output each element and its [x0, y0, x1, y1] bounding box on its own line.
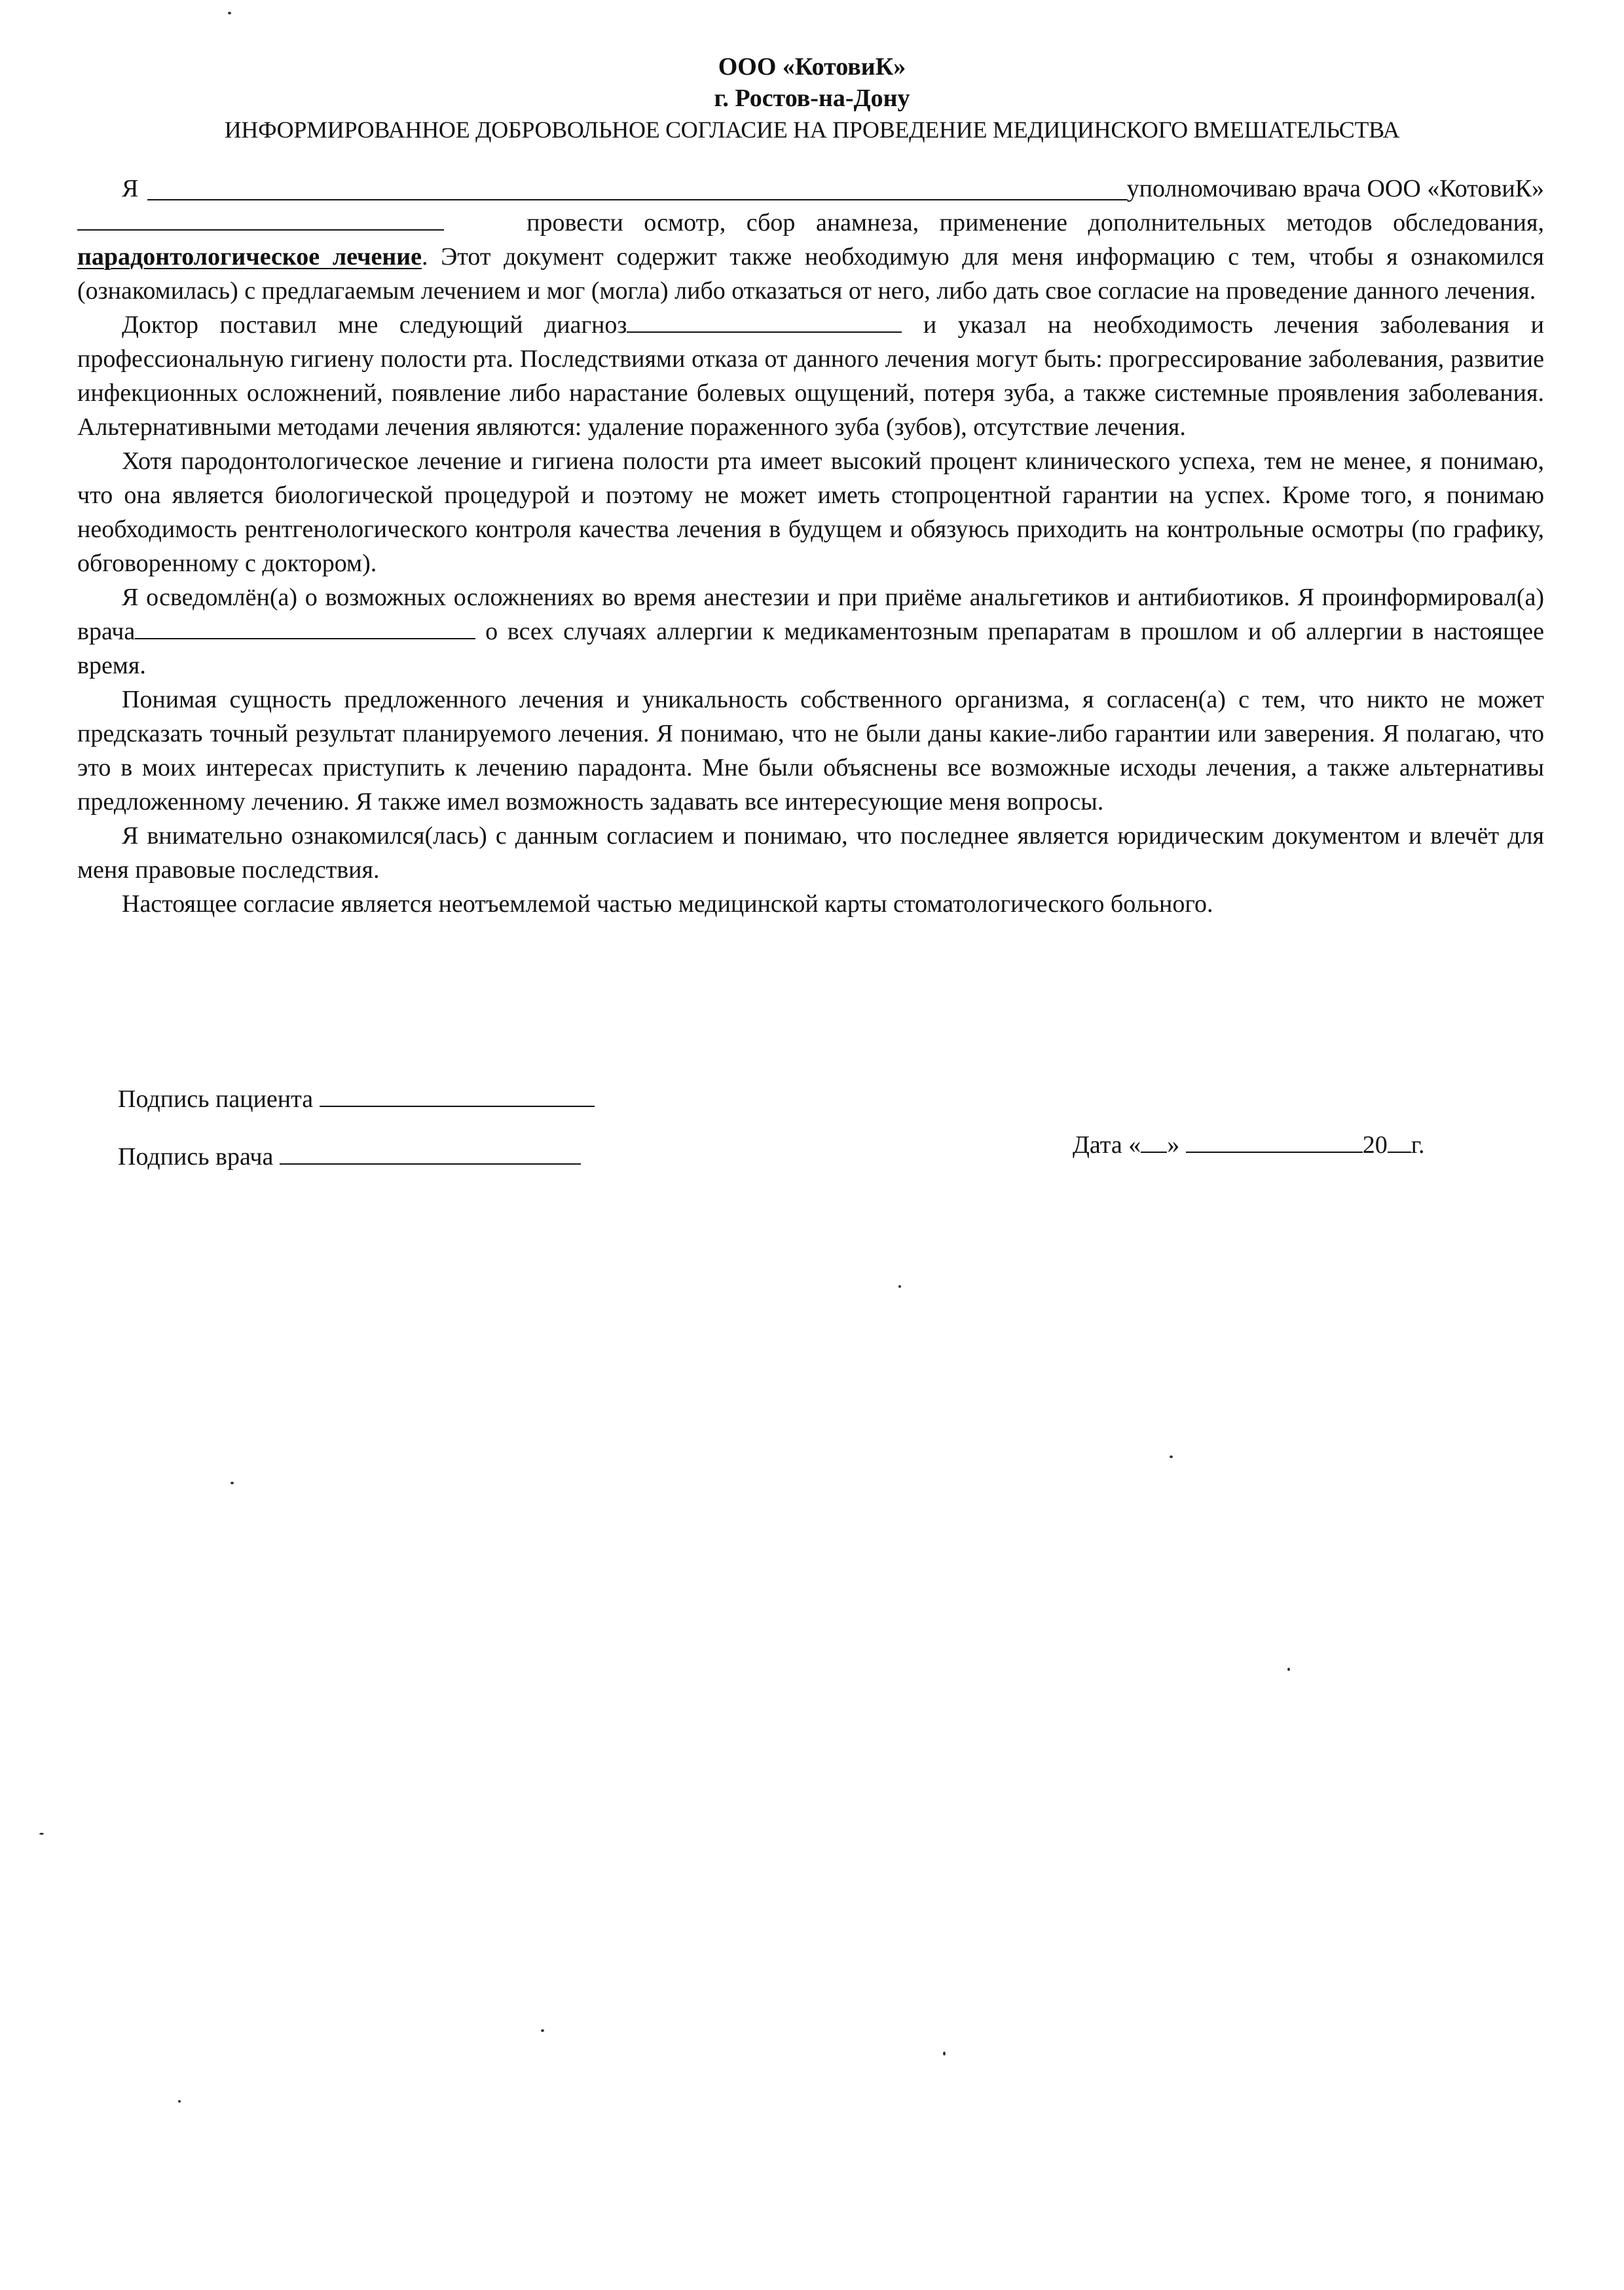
- scan-speck: [943, 2052, 946, 2055]
- authorization-text-a: провести осмотр, сбор анамнеза, применение дополнительных методов обследования,: [526, 209, 1544, 236]
- scan-speck: [1170, 1455, 1173, 1458]
- pronoun-text: Я: [122, 175, 139, 202]
- scan-speck: [898, 1285, 901, 1288]
- scan-speck: [541, 2029, 544, 2032]
- scan-speck: [39, 1833, 44, 1835]
- paragraph-medical-card: Настоящее согласие является неотъемлемой частью медицинской карты стоматологического больного.: [122, 890, 1213, 918]
- date-year-prefix: 20: [1362, 1131, 1388, 1159]
- date-label: Дата «: [1073, 1131, 1141, 1159]
- diagnosis-text-a: Доктор поставил мне следующий диагноз: [122, 311, 627, 339]
- authorize-text: уполномочиваю врача ООО «КотовиК»: [1126, 175, 1544, 202]
- scan-speck: [228, 12, 231, 14]
- diagnosis-blank[interactable]: [627, 310, 902, 333]
- paragraph-allergy: [77, 580, 1544, 683]
- paragraph-legal: Я внимательно ознакомился(лась) с данным согласием и понимаю, что последнее является юридическим документом и влечёт для меня правовые последствия.: [77, 822, 1544, 884]
- patient-signature-blank[interactable]: [320, 1085, 595, 1107]
- date-field: [1073, 1128, 1425, 1162]
- signature-block: [118, 1082, 595, 1197]
- diagnosis-text-b: и указал на необходимость лечения заболевания и профессиональную гигиену полости рта. Последствиями отказа от данного лечения могут быть: прогрессирование заболевания, развитие инфекционных осложнений, появление либо нарастание болевых ощущений, потеря зуба, а также системные проявления заболевания. Альтернативными методами лечения являются: удаление пораженного зуба (зубов), отсутствие лечения.: [77, 311, 1545, 441]
- allergy-text-a: Я осведомлён(а) о возможных осложнениях во время анестезии и при приёме анальгетиков и антибиотиков. Я проинформировал(а) врача: [77, 584, 1544, 645]
- date-close-quote: »: [1167, 1131, 1180, 1159]
- paragraph-authorization: [77, 206, 1544, 308]
- paragraph-diagnosis: [77, 308, 1544, 444]
- treatment-type: парадонтологическое лечение: [77, 243, 422, 271]
- patient-name-line: [77, 172, 1544, 206]
- date-month-blank[interactable]: [1186, 1131, 1363, 1153]
- date-day-blank[interactable]: [1141, 1131, 1167, 1153]
- doctor-name-blank[interactable]: [77, 208, 444, 231]
- city-name: г. Ростов-на-Дону: [714, 84, 910, 112]
- paragraph-success-rate: Хотя пародонтологическое лечение и гигиена полости рта имеет высокий процент клинического успеха, тем не менее, я понимаю, что она является биологической процедурой и поэтому не может иметь стопроцентной гарантии на успех. Кроме того, я понимаю необходимость рентгенологического контроля качества лечения в будущем и обязуюсь приходить на контрольные осмотры (по графику, обговоренному с доктором).: [77, 447, 1544, 577]
- allergy-doctor-blank[interactable]: [135, 617, 475, 639]
- scan-speck: [178, 2100, 181, 2103]
- paragraph-understanding: Понимая сущность предложенного лечения и уникальность собственного организма, я согласен(а) с тем, что никто не может предсказать точный результат планируемого лечения. Я понимаю, что не были даны какие-либо гарантии или заверения. Я полагаю, что это в моих интересах приступить к лечению парадонта. Мне были объяснены все возможные исходы лечения, а также альтернативы предложенному лечению. Я также имел возможность задавать все интересующие меня вопросы.: [77, 686, 1544, 816]
- scan-speck: [231, 1482, 234, 1484]
- scan-speck: [1287, 1668, 1290, 1671]
- doctor-signature-label: Подпись врача: [118, 1143, 274, 1171]
- doctor-signature-blank[interactable]: [280, 1142, 581, 1165]
- authorization-text-b: . Этот документ содержит также необходимую для меня информацию с тем, чтобы я ознакомился (ознакомилась) с предлагаемым лечением и мог (могла) либо отказаться от него, либо дать свое согласие на проведение данного лечения.: [77, 243, 1545, 305]
- allergy-text-b: о всех случаях аллергии к медикаментозным препаратам в прошлом и об аллергии в настоящее время.: [77, 618, 1545, 679]
- document-title: ИНФОРМИРОВАННОЕ ДОБРОВОЛЬНОЕ СОГЛАСИЕ НА ПРОВЕДЕНИЕ МЕДИЦИНСКОГО ВМЕШАТЕЛЬСТВА: [224, 117, 1400, 143]
- doctor-signature-row: [118, 1140, 595, 1197]
- date-year-suffix: г.: [1411, 1131, 1425, 1159]
- patient-signature-row: [118, 1082, 595, 1140]
- document-body: [77, 172, 1544, 921]
- date-year-blank[interactable]: [1388, 1131, 1411, 1153]
- patient-signature-label: Подпись пациента: [118, 1085, 314, 1113]
- document-header: [79, 51, 1545, 145]
- organization-name: ООО «КотовиК»: [718, 53, 906, 81]
- patient-name-blank[interactable]: [147, 173, 1126, 200]
